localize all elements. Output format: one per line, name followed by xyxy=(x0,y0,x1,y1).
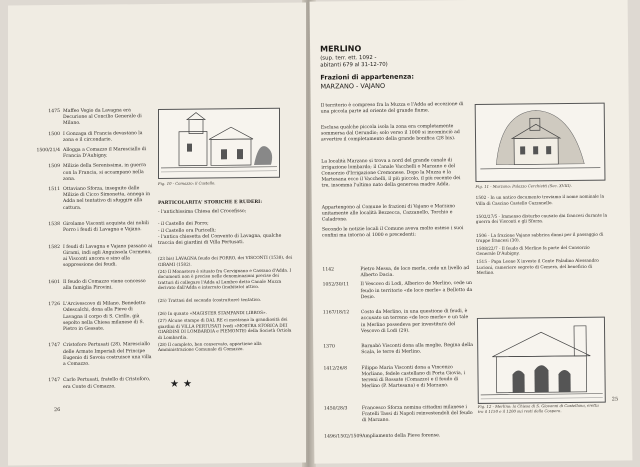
left-entry xyxy=(26,130,152,143)
stats-line-2: abitanti 679 al 31-12-70) xyxy=(320,61,388,69)
entry-text: Carlo Pertusati, fratello di Cristoforo, era Conte di Comazzo. xyxy=(63,377,151,390)
side-note: 1502/27/5 - Immenso disturbo causato dai francesi durante la guerra dei Visconti e gli Sforza. xyxy=(475,212,608,225)
footnote: (25) Trattasi del secondo (costruttore) tentativo. xyxy=(158,297,262,304)
chronology-entry xyxy=(323,343,474,356)
chronology-text: Filippo Maria Visconti dona a Vincenzo Morliano, fedele castellano di Porta Giovia, i terreni di Rossate (Comazzo) e il feudo di Merlino (P. Martesana) e di Marzano. xyxy=(361,364,466,390)
particolarita-item: - il Castello dei Porro; xyxy=(158,221,209,228)
figure-11-caption: Fig. 11 - Marzano: Palazzo Cerchietti (Sec. XVIII). xyxy=(475,182,572,189)
right-page-number: 25 xyxy=(611,396,619,403)
palazzo-sketch xyxy=(476,104,605,181)
side-note: 1506 - La frazione Vajano sabbrica danni per il passaggio di truppe francesi (30). xyxy=(476,231,604,244)
entry-text: Il feudo di Comazzo viene concesso alla famiglia Pirovini. xyxy=(63,278,146,291)
entry-year: 1582 xyxy=(48,244,60,250)
entry-text: I feudi di Lavagna e Vajano passano ai Girami, indi agli Anguissola Cormeno, ai Visconti ancora e sino alla soppressione dei feudi. xyxy=(63,243,153,269)
particolarita-list xyxy=(158,209,288,246)
figure-10-caption: Fig. 10 - Comazzo: il Castello. xyxy=(158,180,216,186)
chronology-year: 1052/30/11 xyxy=(322,282,350,288)
left-entry xyxy=(26,278,152,291)
intro-paragraph: La località Marzano si trova a nord del grande canale di irrigazione lombardo; il Canale Vacchelli o Marzano e del Consorzio d'Irrigazione Cremonese. Dopo la Muzza e la Martesana ecco il Vacchelli, il più piccolo, il più recente dei tre, insomma l'ultimo nato della generosa madre Adda. xyxy=(321,157,461,189)
footnote: (23 bis) LAVAGNA feudo dei PORRO, dei VISCONTI (1538), dei GIRAMI (1582). xyxy=(158,254,293,267)
chronology-entry xyxy=(323,405,474,424)
left-entry xyxy=(26,163,152,182)
frazioni-label: Frazioni di appartenenza: xyxy=(320,72,415,82)
entry-text: I Gonzaga di Francia devastano la zona e il circondario. xyxy=(63,130,143,143)
left-page xyxy=(8,2,306,465)
left-entry xyxy=(26,186,152,211)
intro-paragraph: Appartengono al Comune le frazioni di Vajano e Marzano unitamente alle località Bezzecca, Cazzanello, Torchio e Caladrone. xyxy=(321,204,456,223)
decorative-stars: ★★ xyxy=(170,378,196,390)
chronology-list xyxy=(322,266,474,440)
entry-year: 1726 xyxy=(48,302,60,308)
entry-text: Allogga a Comazzo il Maresciallo di Francia D'Aubigny. xyxy=(63,147,147,160)
chronology-entry xyxy=(323,364,473,390)
chronology-year: 1370 xyxy=(323,344,335,350)
entry-year: 1538 xyxy=(48,222,60,228)
church-illustration xyxy=(477,317,606,404)
chronology-year: 1167/18/12 xyxy=(322,310,350,316)
entry-year: 1747 xyxy=(48,378,60,384)
left-entry xyxy=(26,221,152,234)
chronology-text: Barnabò Visconti dona alla moglie, Regina della Scala, le terre di Merlino. xyxy=(361,343,474,356)
entry-text: Girolamo Visconti acquista dai nobili Porro i feudi di Lavagna e Vajano. xyxy=(63,221,149,234)
entry-text: Maffeo Vegio da Lavagna era Decurione al Concilio Generale di Milano. xyxy=(63,108,142,127)
frazioni-value: MARZANO - VAJANO xyxy=(320,81,386,91)
side-note: 1508/22/7 - Il feudo di Merlino fa parte del Consorzio Generale D'Aubigny. xyxy=(476,244,590,257)
side-note: 1515 - Papa Leone X investe il Conte Paladino Alessandro Lucioni, cameriere segreto di Cemera, del beneficio di Merlino. xyxy=(476,257,599,276)
side-note: 1502 - In un antico documento troviamo il nome nominale la Villa di Cascino Castello Cazzanello. xyxy=(475,193,605,206)
entry-text: Ottaviano Sforza, inseguito dalle Milizie di Cicco Simonetta, annega in Adda nel tentativo di sfuggire alla cattura. xyxy=(63,186,151,211)
chronology-entry xyxy=(324,433,474,440)
entry-text: L'Arcivescovo di Milano, Benedetto Odescalchi, dona alla Pieve di Lavagna il corpo di S. Cirillo, già sepolto nella Chiesa milanese di S. Pietro in Gessate. xyxy=(63,301,146,332)
castle-sketch xyxy=(159,109,279,178)
footnote: (27) Alcune stampe di DAL RE ci mostrano la grandiosità dei giardini di VILLA PERTUSATI (vedi «MOSTRA STORICA DEI GIARDINI DI LOMBARDIA e PIEMONTE) della Società Ortiola di Lombardia. xyxy=(158,316,292,340)
side-notes xyxy=(475,193,608,276)
church-sketch xyxy=(478,318,605,403)
chronology-entry xyxy=(322,266,472,279)
chronology-year: 1142 xyxy=(322,267,335,273)
chronology-entry xyxy=(322,309,473,334)
left-page-number: 26 xyxy=(54,407,61,414)
chronology-text: Francesco Sforza nomina cittadini milanese i Fratelli Tassi di Napoli reinvestendoli del feudo di Marzano. xyxy=(361,405,473,424)
castle-illustration xyxy=(158,108,280,179)
chronology-entry xyxy=(322,281,473,300)
stats-line-1: (sup. terr. ett. 1092 - xyxy=(320,54,377,62)
chronology-text: Costo da Merlino, in una questione di feudi, è accusato un terreno «de loco merle» e un tale in Merlino possedeva per investitura del Vescovo di Lodi (29). xyxy=(360,309,469,334)
particolarita-item: - il Castello ora Puricelli; xyxy=(158,227,216,234)
entry-year: 1511 xyxy=(48,187,60,193)
left-entry xyxy=(26,108,152,127)
intro-text xyxy=(320,102,469,239)
chronology-year: 1496/1502/1509 xyxy=(324,433,363,440)
entry-year: 1500/21/4 xyxy=(36,148,60,154)
chronology-year: 1450/28/3 xyxy=(323,406,348,412)
merlino-title: MERLINO xyxy=(320,44,362,54)
left-entry xyxy=(26,147,152,160)
particolarita-item: - l'antica chiesetta del Convento di Lavagna, qualche traccia dei giardini di Villa Pertusati. xyxy=(158,233,282,246)
entry-year: 1509 xyxy=(48,164,60,170)
entry-year: 1747 xyxy=(48,343,60,349)
palazzo-illustration xyxy=(475,103,606,182)
footnote: (26) In quanto «MAGISTER STAMPANDI LIBROS». xyxy=(158,309,267,316)
figure-12-caption: Fig. 12 - Merlino: la Chiesa di S. Giovanni di Castellana, eretta tra il 1150 e il 1200 sui resti della Cospera. xyxy=(477,402,599,414)
left-footnotes xyxy=(158,254,294,353)
particolarita-title: PARTICOLARITA' STORICHE E RUDERI: xyxy=(158,199,263,206)
left-entry xyxy=(26,377,152,390)
chronology-text: Il Vescovo di Lodi, Alberico de Merlino, cede un feudo in territorio «de loco merle» a Bellotto da Desio. xyxy=(360,281,473,300)
left-entry xyxy=(26,342,152,367)
chronology-text: Pietro Messa, de loco merle, cede un livello ad Alberto Dacia. xyxy=(360,266,470,279)
entry-year: 1475 xyxy=(48,109,60,115)
chronology-year: 1412/26/8 xyxy=(323,366,348,372)
entry-text: Milizie della Serenissima, in guerra con la Francia, si accampano nella zona. xyxy=(63,163,147,182)
intro-paragraph: Secondo le notizie locali il Comune aveva molto esteso i suoi confini ma intorno al 1000 e precedenti: xyxy=(321,225,464,239)
chronology-text: Ampliamento della Pieve forense. xyxy=(362,433,441,439)
intro-paragraph: Il territorio è compreso fra la Muzza e l'Adda ad eccezione di una piccola parte ad oriente del grande fiume. xyxy=(320,102,464,115)
entry-text: Cristoforo Pertusati (28), Maresciallo delle Armate Imperiali del Principe Eugenio di Savoia costruisce una villa a Comazzo. xyxy=(63,342,152,367)
intro-paragraph: Esclusa qualche piccola isola la zona era completamente sommersa dal Gerundio; solo verso il 1000 si incominciò ad avvertire il completamento della grande bonifica (28 bis). xyxy=(320,123,460,143)
left-entry xyxy=(26,243,153,269)
entry-year: 1500 xyxy=(48,131,60,137)
footnote: (28) Il completo, ben conservato, appartiene alla Amministrazione Comunale di Comazzo. xyxy=(158,340,262,353)
entry-year: 1601 xyxy=(48,279,60,285)
right-page xyxy=(310,0,633,464)
left-entry xyxy=(26,301,152,332)
footnote: (24) Il Monastero è situato fra Cervignano e Cassano d'Adda. I documenti non è preciso nelle denominazioni precise dei tratturi di collegare l'Adda al Lambro detto Canale Muzza derivato dall'Adda e interrato (inabitato) attivo. xyxy=(158,267,292,291)
particolarita-item: - l'antichissima Chiesa del Crocefisso; xyxy=(158,209,247,215)
